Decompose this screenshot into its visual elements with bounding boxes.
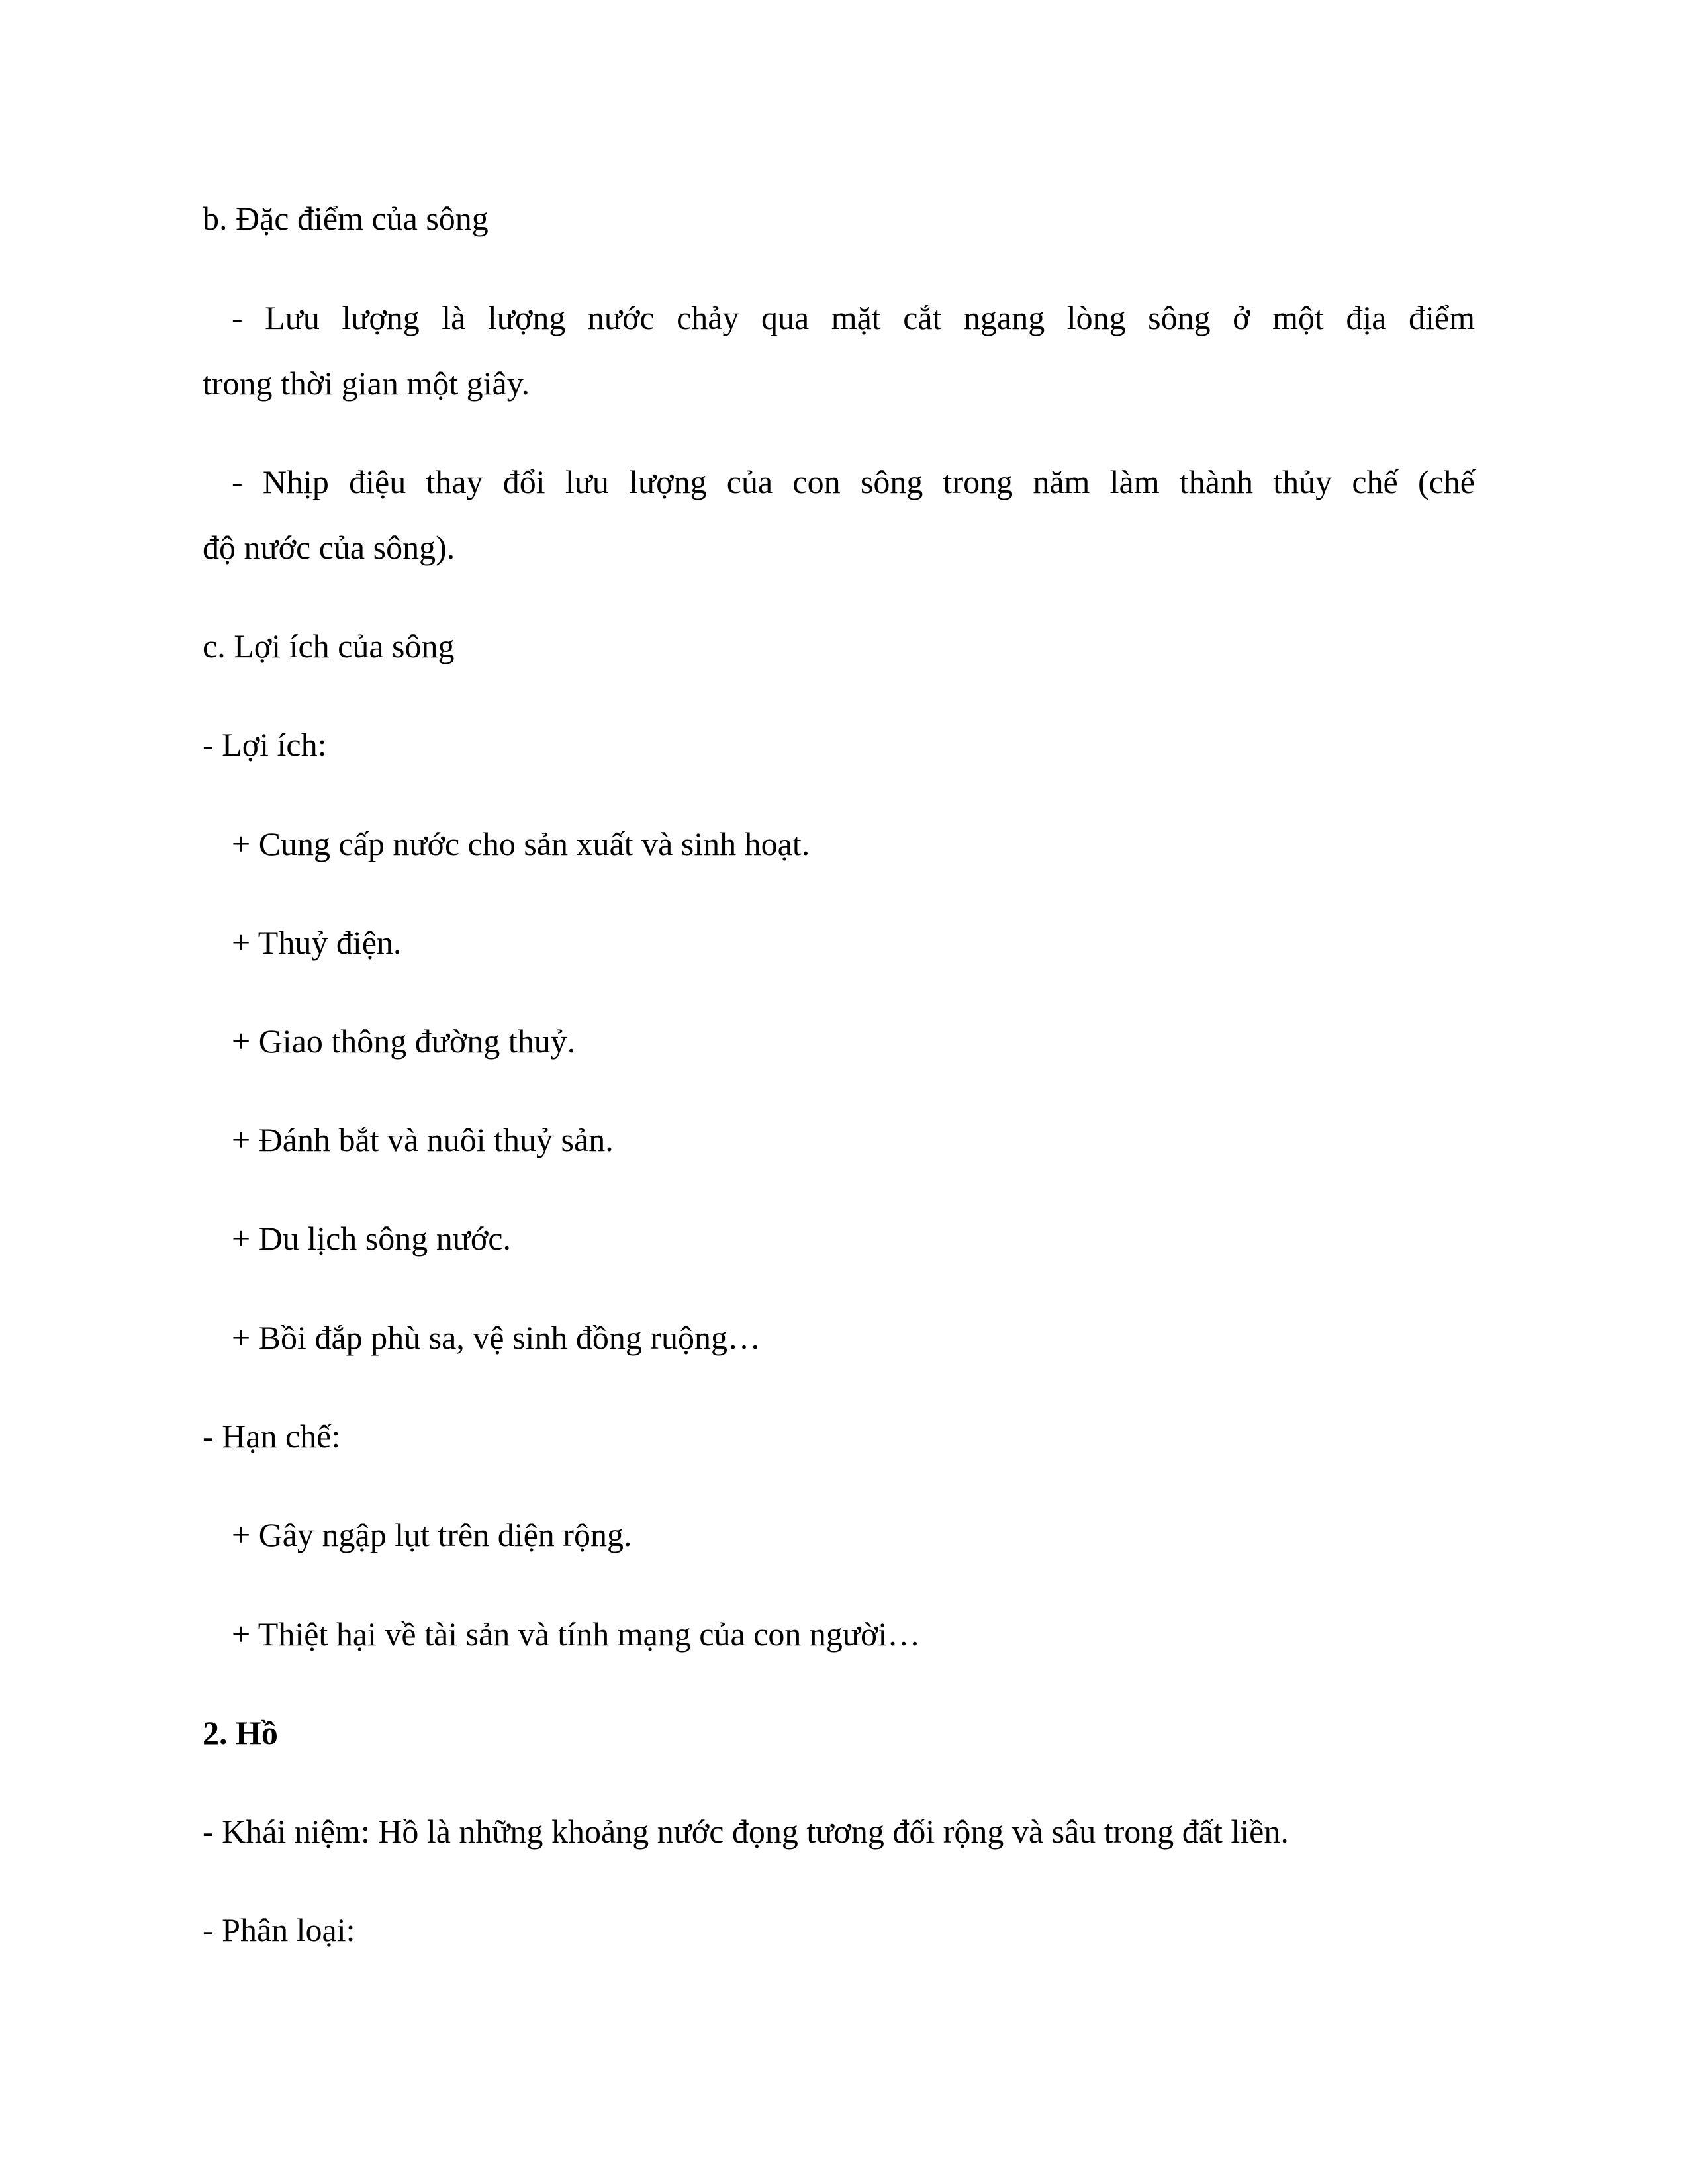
list-item: + Thuỷ điện.	[232, 924, 402, 961]
section-heading-c: c. Lợi ích của sông	[203, 627, 455, 664]
paragraph-nhip-dieu-line-1: - Nhịp điệu thay đổi lưu lượng của con sông trong năm làm thành thủy chế (chế	[232, 463, 1475, 500]
list-item: + Giao thông đường thuỷ.	[232, 1023, 576, 1060]
list-item: + Du lịch sông nước.	[232, 1220, 511, 1257]
loi-ich-label: - Lợi ích:	[203, 726, 327, 763]
han-che-label: - Hạn chế:	[203, 1418, 341, 1455]
section-heading-b: b. Đặc điểm của sông	[203, 200, 489, 237]
section-heading-2: 2. Hồ	[203, 1714, 278, 1751]
khai-niem-paragraph: - Khái niệm: Hồ là những khoảng nước đọng tương đối rộng và sâu trong đất liền.	[203, 1813, 1289, 1850]
list-item: + Đánh bắt và nuôi thuỷ sản.	[232, 1121, 614, 1158]
paragraph-luu-luong-line-1: - Lưu lượng là lượng nước chảy qua mặt cắt ngang lòng sông ở một địa điểm	[232, 299, 1475, 336]
list-item: + Thiệt hại về tài sản và tính mạng của con người…	[232, 1615, 921, 1653]
list-item: + Cung cấp nước cho sản xuất và sinh hoạt.	[232, 825, 810, 862]
list-item: + Gây ngập lụt trên diện rộng.	[232, 1516, 632, 1553]
paragraph-nhip-dieu-line-2: độ nước của sông).	[203, 529, 455, 566]
paragraph-luu-luong-line-2: trong thời gian một giây.	[203, 365, 530, 402]
list-item: + Bồi đắp phù sa, vệ sinh đồng ruộng…	[232, 1319, 761, 1356]
phan-loai-label: - Phân loại:	[203, 1911, 355, 1948]
